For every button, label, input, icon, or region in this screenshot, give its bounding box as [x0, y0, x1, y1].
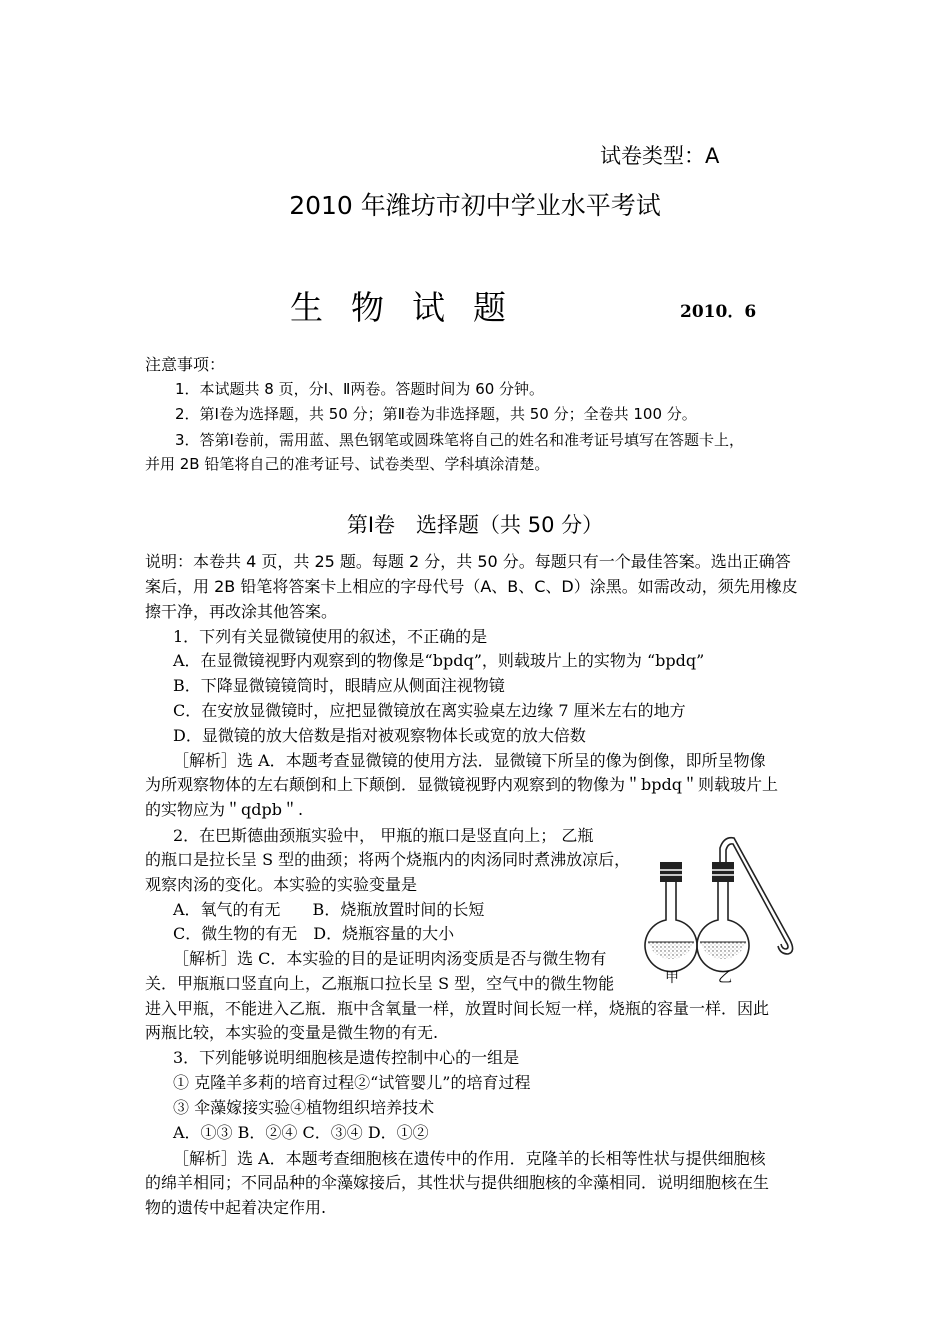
section-desc-3: 擦干净，再改涂其他答案。 [145, 602, 338, 621]
q3-stem: 3．下列能够说明细胞核是遗传控制中心的一组是 [173, 1048, 520, 1067]
q1-option-d: D．显微镜的放大倍数是指对被观察物体长或宽的放大倍数 [173, 726, 586, 745]
q2-analysis-1: ［解析］选 C．本实验的目的是证明肉汤变质是否与微生物有 [173, 949, 607, 968]
q2-stem-2: 的瓶口是拉长呈 S 型的曲颈；将两个烧瓶内的肉汤同时煮沸放凉后， [145, 850, 631, 869]
notice-item-2: 2．第Ⅰ卷为选择题，共 50 分；第Ⅱ卷为非选择题，共 50 分；全卷共 100 分。 [175, 405, 697, 423]
q3-choices: A．①③ B．②④ C．③④ D．①② [173, 1123, 429, 1142]
q2-stem-1: 2．在巴斯德曲颈瓶实验中， 甲瓶的瓶口是竖直向上； 乙瓶 [173, 826, 594, 845]
q2-stem-3: 观察肉汤的变化。本实验的实验变量是 [145, 875, 418, 894]
q3-analysis-3: 物的遗传中起着决定作用. [145, 1198, 327, 1217]
pasteur-flask-figure [640, 830, 810, 990]
q1-analysis-1: ［解析］选 A．本题考查显微镜的使用方法．显微镜下所呈的像为倒像，即所呈物像 [173, 751, 766, 770]
notice-heading: 注意事项： [145, 355, 226, 374]
exam-title: 2010 年潍坊市初中学业水平考试 [289, 191, 661, 220]
flask-jia [645, 862, 697, 972]
section-title: 第Ⅰ卷 选择题（共 50 分） [346, 513, 604, 537]
q1-option-b: B．下降显微镜镜筒时，眼睛应从侧面注视物镜 [173, 676, 505, 695]
label-jia: 甲 [665, 970, 679, 986]
q2-options-cd: C．微生物的有无 D．烧瓶容量的大小 [173, 924, 455, 943]
flask-yi [697, 838, 793, 972]
q3-analysis-2: 的绵羊相同；不同品种的伞藻嫁接后，其性状与提供细胞核的伞藻相同．说明细胞核在生 [145, 1173, 770, 1192]
q2-analysis-2: 关．甲瓶瓶口竖直向上，乙瓶瓶口拉长呈 S 型，空气中的微生物能 [145, 974, 615, 993]
q3-option-line-1: ① 克隆羊多莉的培育过程②“试管婴儿”的培育过程 [173, 1073, 531, 1092]
notice-item-3b: 并用 2B 铅笔将自己的准考证号、试卷类型、学科填涂清楚。 [145, 455, 550, 473]
subject-title: 生物试题 [290, 288, 534, 327]
q2-analysis-4: 两瓶比较，本实验的变量是微生物的有无. [145, 1023, 439, 1042]
q2-analysis-3: 进入甲瓶，不能进入乙瓶．瓶中含氧量一样，放置时间长短一样，烧瓶的容量一样．因此 [145, 999, 770, 1018]
notice-item-3a: 3．答第Ⅰ卷前，需用蓝、黑色钢笔或圆珠笔将自己的姓名和准考证号填写在答题卡上， [175, 431, 744, 449]
q3-option-line-2: ③ 伞藻嫁接实验④植物组织培养技术 [173, 1098, 435, 1117]
label-yi: 乙 [718, 970, 732, 986]
notice-item-1: 1．本试题共 8 页，分Ⅰ、Ⅱ两卷。答题时间为 60 分钟。 [175, 380, 545, 398]
section-desc-2: 案后，用 2B 铅笔将答案卡上相应的字母代号（A、B、C、D）涂黑。如需改动，须先用橡皮 [145, 577, 798, 596]
q2-options-ab: A．氧气的有无 B．烧瓶放置时间的长短 [173, 900, 485, 919]
q1-analysis-2: 为所观察物体的左右颠倒和上下颠倒．显微镜视野内观察到的物像为＂bpdq＂则载玻片上 [145, 775, 778, 794]
exam-type: 试卷类型：A [600, 144, 720, 168]
q1-analysis-3: 的实物应为＂qdpb＂. [145, 800, 304, 819]
section-desc-1: 说明：本卷共 4 页，共 25 题。每题 2 分，共 50 分。每题只有一个最佳答案。选出正确答 [145, 552, 791, 571]
q1-stem: 1．下列有关显微镜使用的叙述，不正确的是 [173, 627, 488, 646]
exam-date: 2010．6 [680, 302, 757, 322]
flask-illustration [640, 830, 810, 990]
q1-option-a: A．在显微镜视野内观察到的物像是“bpdq”，则载玻片上的实物为 “bpdq” [173, 651, 705, 670]
q1-option-c: C．在安放显微镜时，应把显微镜放在离实验桌左边缘 7 厘米左右的地方 [173, 701, 686, 720]
q3-analysis-1: ［解析］选 A．本题考查细胞核在遗传中的作用．克隆羊的长相等性状与提供细胞核 [173, 1149, 766, 1168]
